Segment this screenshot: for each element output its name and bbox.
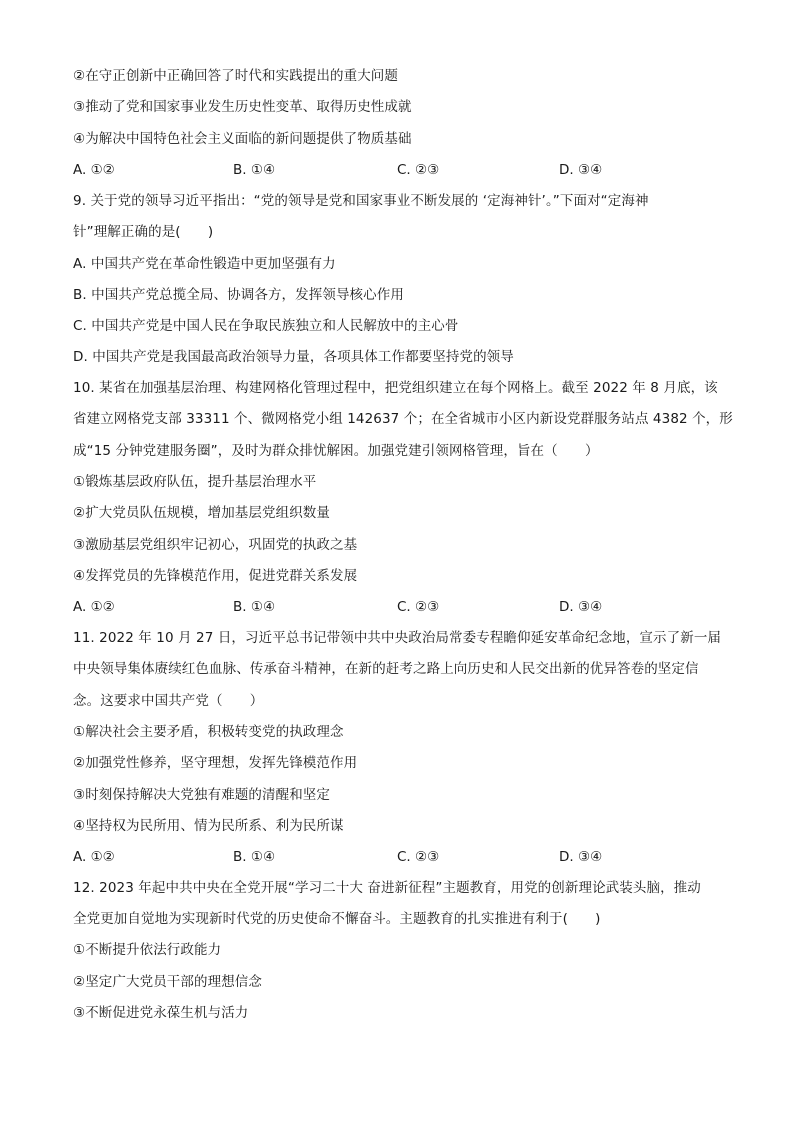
option-b: B. ①④	[233, 599, 276, 615]
statement-line: ④坚持权为民所用、情为民所系、利为民所谋	[73, 818, 344, 834]
option-a: A. ①②	[73, 849, 115, 865]
option-d: D. ③④	[559, 599, 603, 615]
option-a: A. ①②	[73, 599, 115, 615]
question-stem-line: 成“15 分钟党建服务圈”，及时为群众排忧解困。加强党建引领网格管理，旨在（ ）	[73, 443, 599, 459]
option-c: C. ②③	[397, 599, 440, 615]
option-d: D. ③④	[559, 849, 603, 865]
question-stem-line: 11. 2022 年 10 月 27 日，习近平总书记带领中共中央政治局常委专程瞻仰延安革命纪念地，宣示了新一届	[73, 630, 722, 646]
question-stem-line: 中央领导集体赓续红色血脉、传承奋斗精神，在新的赶考之路上向历史和人民交出新的优异答卷的坚定信	[73, 661, 699, 677]
choice-a: A. 中国共产党在革命性锻造中更加坚强有力	[73, 256, 336, 272]
statement-line: ②坚定广大党员干部的理想信念	[73, 974, 263, 990]
choice-c: C. 中国共产党是中国人民在争取民族独立和人民解放中的主心骨	[73, 318, 459, 334]
statement-line: ②在守正创新中正确回答了时代和实践提出的重大问题	[73, 68, 399, 84]
question-stem-line: 针”理解正确的是( )	[73, 224, 214, 240]
question-stem-line: 全党更加自觉地为实现新时代党的历史使命不懈奋斗。主题教育的扎实推进有利于( )	[73, 911, 601, 927]
option-b: B. ①④	[233, 162, 276, 178]
option-c: C. ②③	[397, 162, 440, 178]
option-c: C. ②③	[397, 849, 440, 865]
statement-line: ③推动了党和国家事业发生历史性变革、取得历史性成就	[73, 99, 412, 115]
statement-line: ②扩大党员队伍规模，增加基层党组织数量	[73, 505, 331, 521]
statement-line: ④发挥党员的先锋模范作用，促进党群关系发展	[73, 568, 358, 584]
statement-line: ①解决社会主要矛盾，积极转变党的执政理念	[73, 724, 344, 740]
statement-line: ③激励基层党组织牢记初心，巩固党的执政之基	[73, 537, 358, 553]
statement-line: ②加强党性修养，坚守理想，发挥先锋模范作用	[73, 755, 358, 771]
question-stem-line: 9. 关于党的领导习近平指出：“党的领导是党和国家事业不断发展的 ‘定海神针’。”下面对“定海神	[73, 193, 649, 209]
choice-b: B. 中国共产党总揽全局、协调各方，发挥领导核心作用	[73, 287, 404, 303]
statement-line: ①锻炼基层政府队伍，提升基层治理水平	[73, 474, 317, 490]
option-d: D. ③④	[559, 162, 603, 178]
statement-line: ③不断促进党永葆生机与活力	[73, 1005, 249, 1021]
statement-line: ①不断提升依法行政能力	[73, 942, 222, 958]
option-a: A. ①②	[73, 162, 115, 178]
choice-d: D. 中国共产党是我国最高政治领导力量，各项具体工作都要坚持党的领导	[73, 349, 514, 365]
question-stem-line: 省建立网格党支部 33311 个、微网格党小组 142637 个；在全省城市小区内新设党群服务站点 4382 个，形	[73, 411, 733, 427]
question-stem-line: 念。这要求中国共产党（ ）	[73, 693, 264, 709]
question-stem-line: 12. 2023 年起中共中央在全党开展“学习二十大 奋进新征程”主题教育，用党的创新理论武装头脑，推动	[73, 880, 701, 896]
option-b: B. ①④	[233, 849, 276, 865]
statement-line: ③时刻保持解决大党独有难题的清醒和坚定	[73, 787, 331, 803]
statement-line: ④为解决中国特色社会主义面临的新问题提供了物质基础	[73, 131, 412, 147]
question-stem-line: 10. 某省在加强基层治理、构建网格化管理过程中，把党组织建立在每个网格上。截至 2022 年 8 月底，该	[73, 380, 718, 396]
